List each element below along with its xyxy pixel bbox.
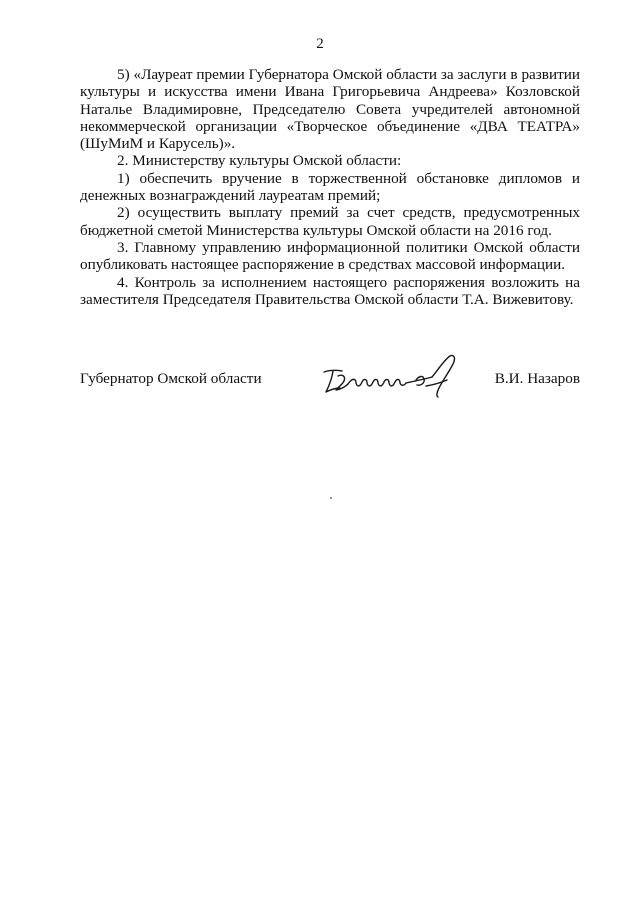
paragraph-ministry-culture: 2. Министерству культуры Омской области: (117, 152, 402, 170)
document-body (80, 66, 580, 308)
paragraph-laureate-5: 5) «Лауреат премии Губернатора Омской области за заслуги в развитии культуры и искусства имени Ивана Григорьевича Андреева» Козловской Наталье Владимировне, Председателю Совета учредителей автономной некоммерческой организации «Творческое объединение «ДВА ТЕАТРА» (ШуМиМ и Карусель)». (80, 66, 580, 153)
paragraph-control: 4. Контроль за исполнением настоящего распоряжения возложить на заместителя Председателя Правительства Омской области Т.А. Вижевитову. (80, 273, 580, 308)
paragraph-payment: 2) осуществить выплату премий за счет средств, предусмотренных бюджетной сметой Министерства культуры Омской области на 2016 год. (80, 204, 580, 239)
paragraph-ensure-awarding: 1) обеспечить вручение в торжественной обстановке дипломов и денежных вознаграждений лауреатам премий; (80, 169, 580, 205)
signatory-position: Губернатор Омской области (80, 370, 262, 387)
paragraph-publication: 3. Главному управлению информационной политики Омской области опубликовать настоящее распоряжение в средствах массовой информации. (80, 238, 580, 274)
handwritten-signature-icon (320, 350, 470, 402)
scan-artifact-dot (330, 497, 332, 499)
page-number: 2 (316, 36, 324, 52)
signatory-name: В.И. Назаров (494, 370, 580, 387)
signature-block (80, 350, 580, 400)
